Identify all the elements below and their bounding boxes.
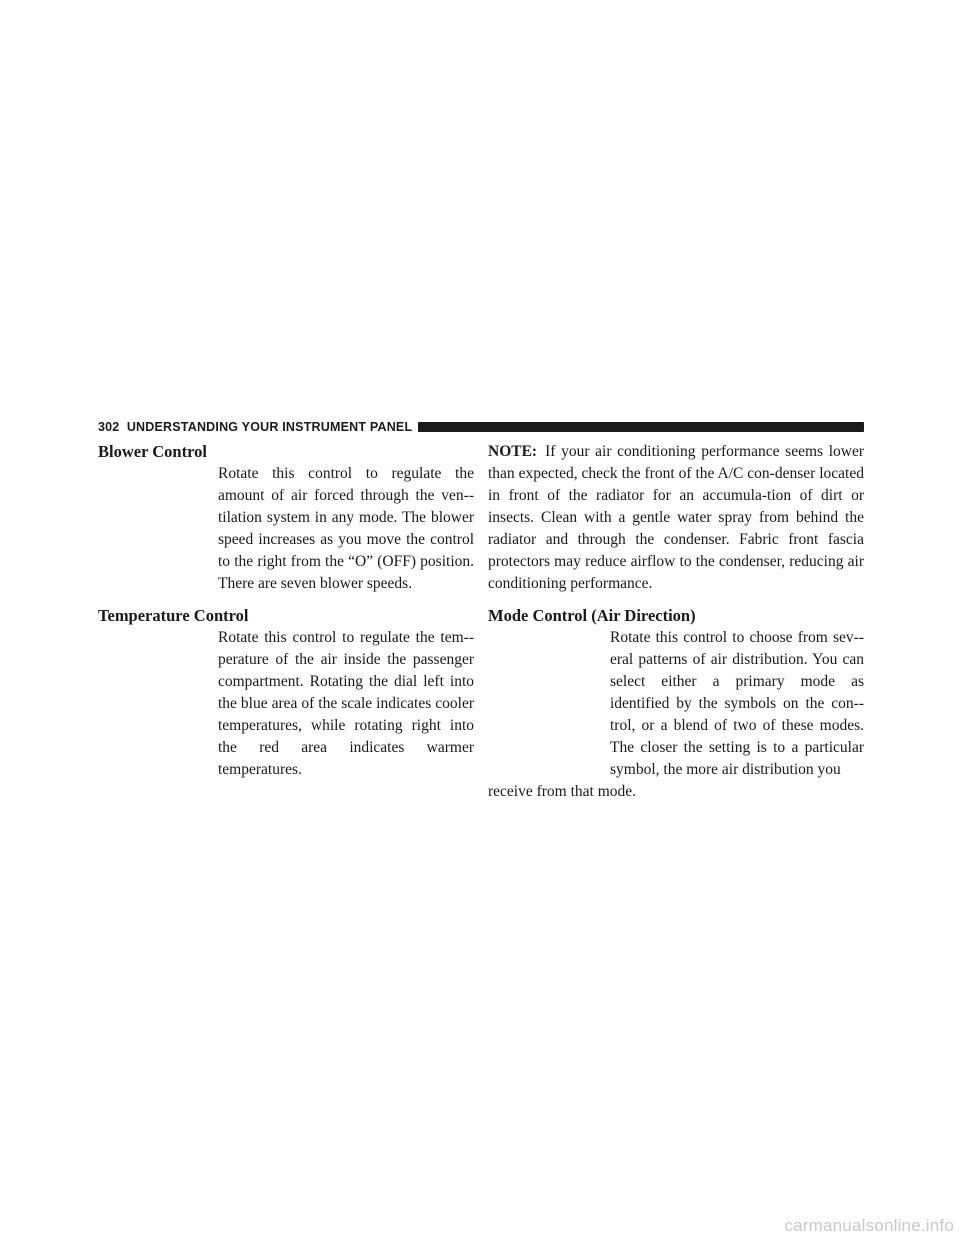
- section-title: UNDERSTANDING YOUR INSTRUMENT PANEL: [126, 420, 413, 434]
- blower-control-text: Rotate this control to regulate the amount of air forced through the ven-tilation system in any mode. The blower speed increases as you move the control to the right from the “O” (OFF) position. There are seven blower speeds.: [218, 465, 474, 592]
- watermark-text: carmanualsonline.info: [784, 1216, 954, 1235]
- mode-control-text: Rotate this control to choose from sev-eral patterns of air distribution. You can select either a primary mode as identified by the symbols on the con-trol, or a blend of two of these modes. The closer the setting is to a particular symbol, the more air distribution you: [610, 629, 864, 778]
- temperature-control-heading: Temperature Control: [98, 606, 249, 625]
- temperature-control-text: Rotate this control to regulate the tem-perature of the air inside the passenger compartment. Rotating the dial left into the blue area of the scale indicates cooler temperatures, while rotating right into the red area indicates warmer temperatures.: [218, 629, 474, 778]
- mode-control-heading: Mode Control (Air Direction): [488, 606, 696, 625]
- temperature-control-section: [98, 605, 474, 781]
- blower-control-heading: Blower Control: [98, 442, 207, 461]
- blower-control-section: [98, 441, 474, 595]
- page-number: 302: [98, 420, 120, 434]
- page-number-and-section: [98, 420, 412, 434]
- note-label: NOTE:: [488, 443, 538, 460]
- note-paragraph: [488, 441, 864, 595]
- left-column: [98, 441, 474, 791]
- note-text: If your air conditioning performance seems lower than expected, check the front of the A/C con-denser located in front of the radiator for an accumula-tion of dirt or insects. Clean with a gentle water spray from behind the radiator and through the condenser. Fabric front fascia protectors may reduce airflow to the condenser, reducing air conditioning performance.: [488, 443, 864, 592]
- mode-control-text-tail: receive from that mode.: [488, 783, 637, 800]
- right-column: [488, 441, 864, 813]
- running-header: [98, 418, 864, 436]
- mode-control-section: [488, 605, 864, 803]
- header-rule: [418, 422, 864, 432]
